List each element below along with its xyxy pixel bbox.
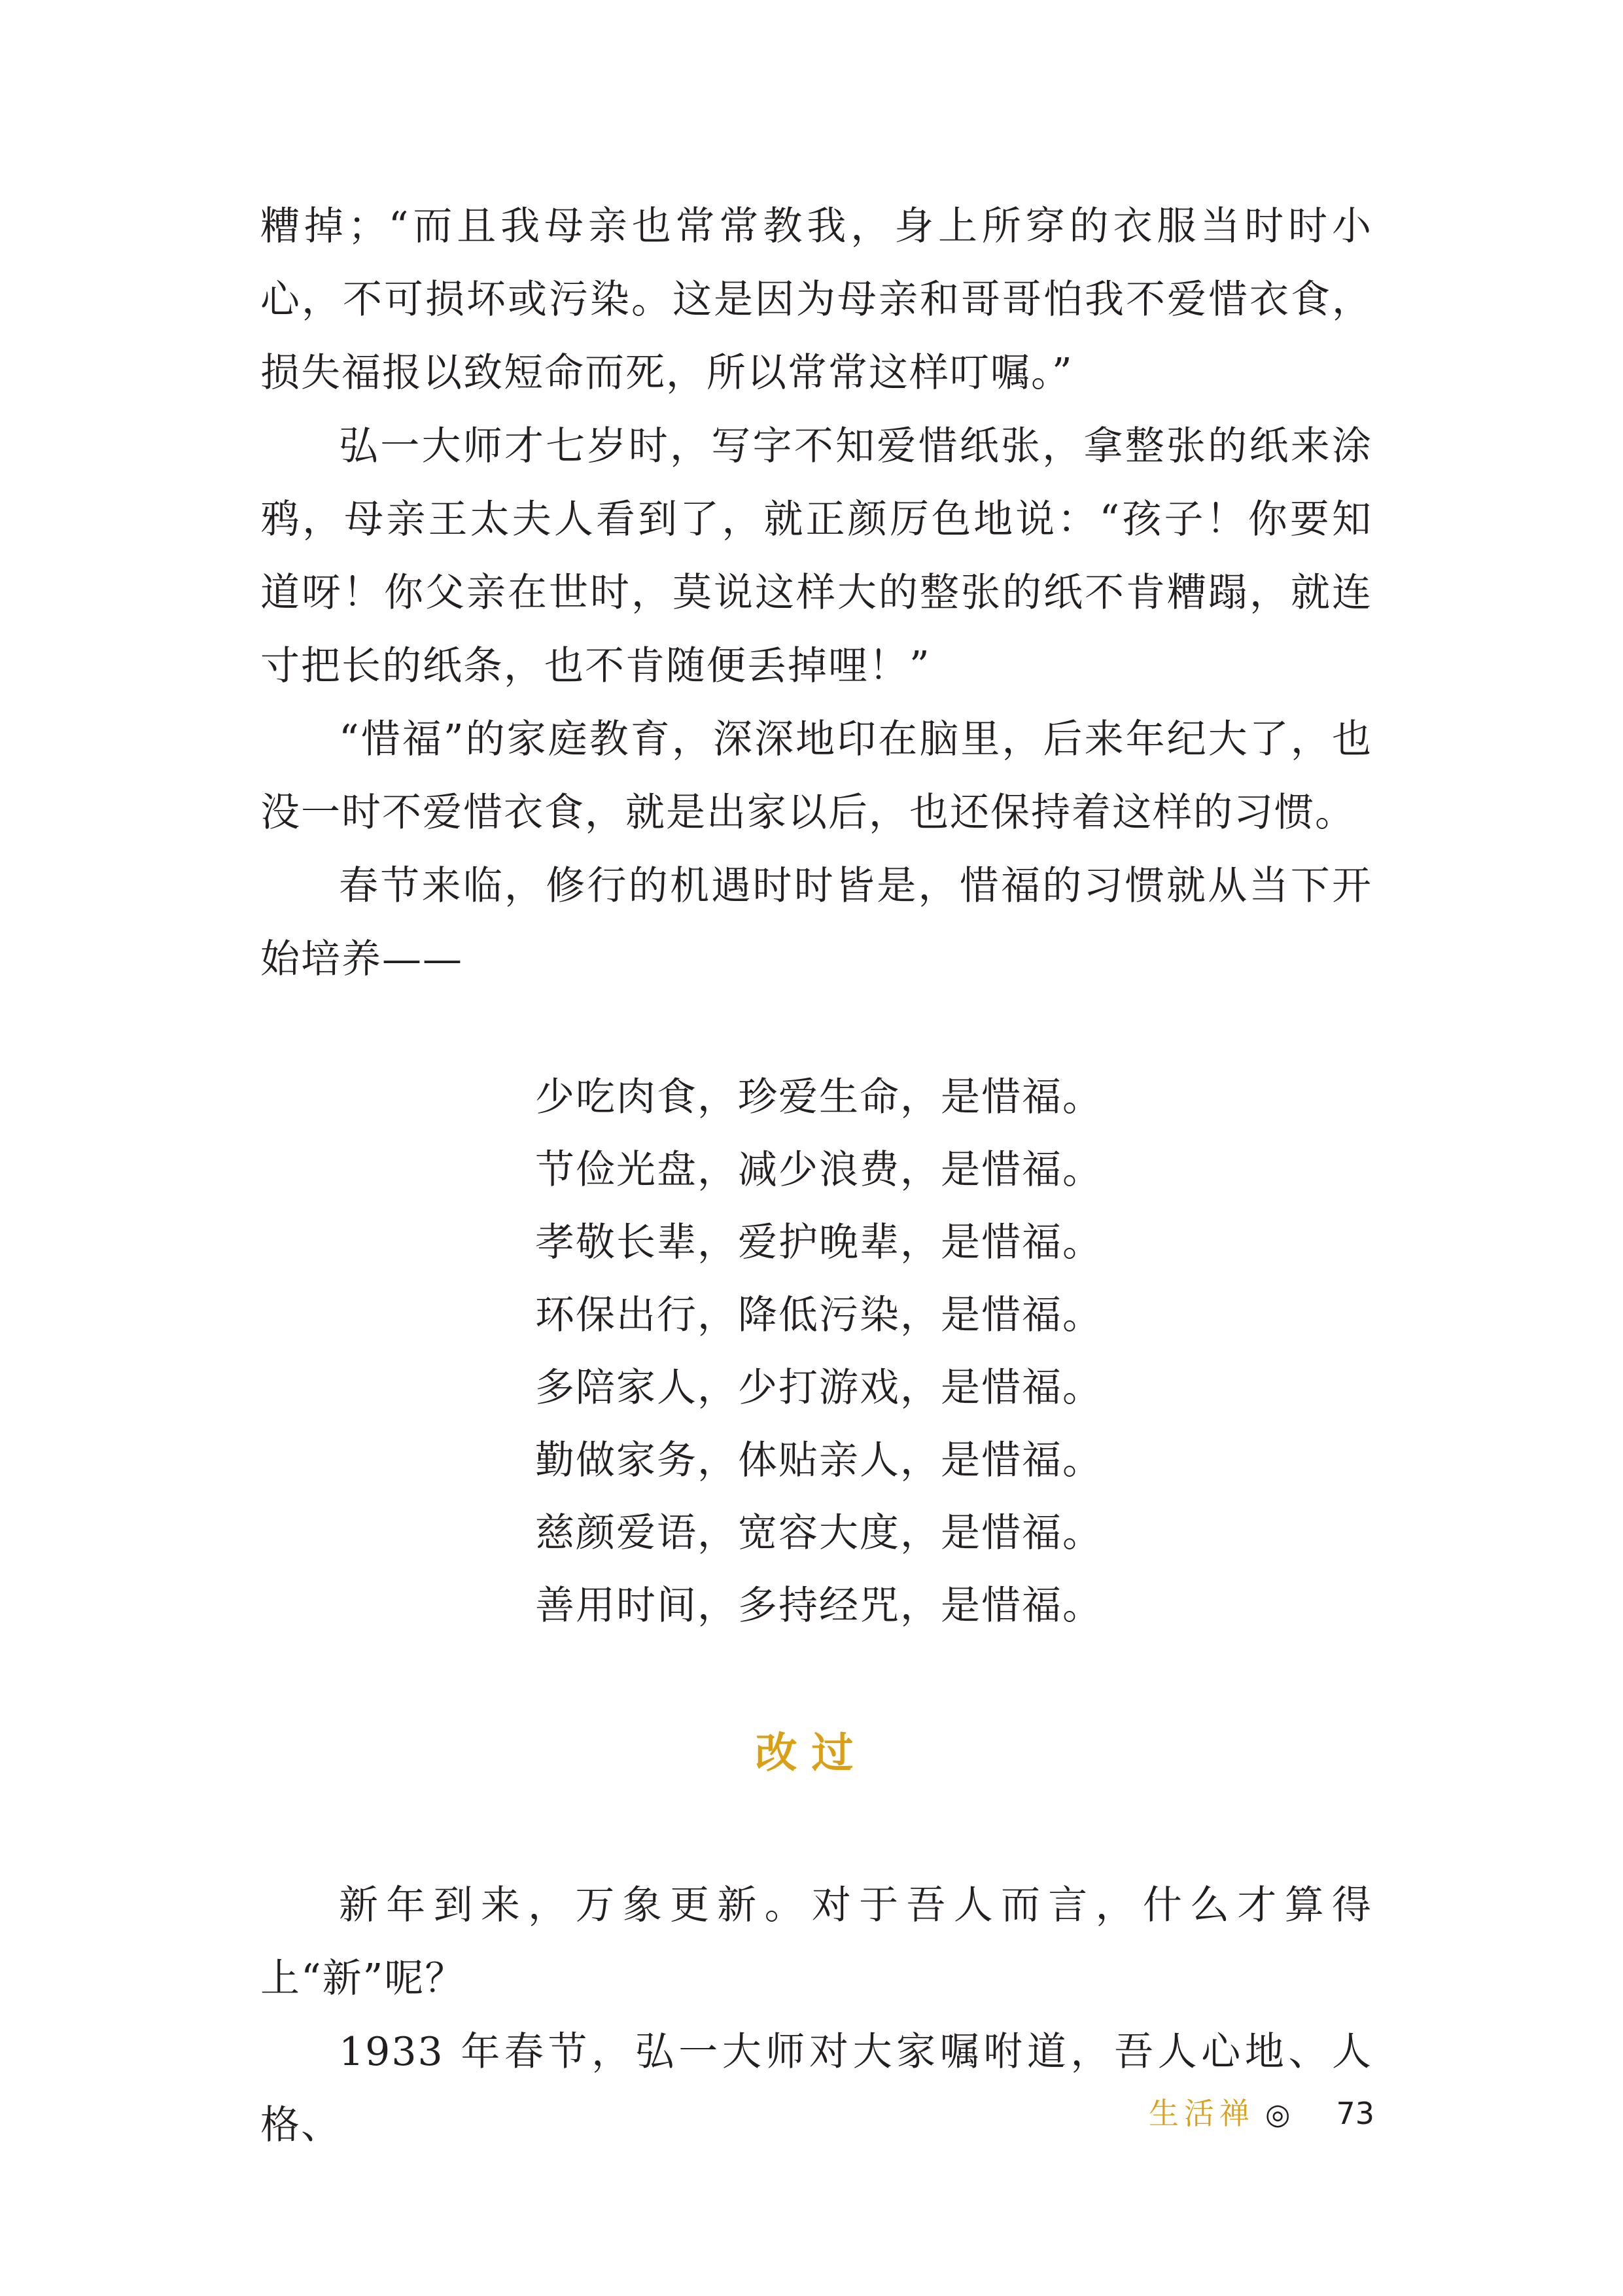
paragraph-6: 1933 年春节，弘一大师对大家嘱咐道，吾人心地、人格、 <box>260 2029 1372 2148</box>
poem-line: 环保出行，降低污染，是惜福。 <box>535 1292 1103 1338</box>
poem-line: 少吃肉食，珍爱生命，是惜福。 <box>535 1074 1103 1120</box>
poem-line: 善用时间，多持经咒，是惜福。 <box>535 1583 1103 1629</box>
footer-ornament-icon: ◎ <box>1265 2098 1291 2131</box>
poem-list <box>535 1061 1103 1642</box>
page-footer <box>1149 2094 1374 2134</box>
paragraph-4: 春节来临，修行的机遇时时皆是，惜福的习惯就从当下开始培养—— <box>260 863 1372 982</box>
page-number: 73 <box>1336 2096 1374 2131</box>
section-title: 改过 <box>755 1729 868 1778</box>
paragraph-2: 弘一大师才七岁时，写字不知爱惜纸张，拿整张的纸来涂鸦，母亲王太夫人看到了，就正颜厉色地说：“孩子！你要知道呀！你父亲在世时，莫说这样大的整张的纸不肯糟蹋，就连寸把长的纸条，也不肯随便丢掉哩！” <box>260 423 1372 689</box>
top-text-block <box>260 190 1372 996</box>
paragraph-1: 糟掉；“而且我母亲也常常教我，身上所穿的衣服当时时小心，不可损坏或污染。这是因为母亲和哥哥怕我不爱惜衣食，损失福报以致短命而死，所以常常这样叮嘱。” <box>260 203 1372 396</box>
poem-line: 孝敬长辈，爱护晚辈，是惜福。 <box>535 1220 1103 1265</box>
poem-line: 慈颜爱语，宽容大度，是惜福。 <box>535 1510 1103 1556</box>
paragraph-3: “惜福”的家庭教育，深深地印在脑里，后来年纪大了，也没一时不爱惜衣食，就是出家以后，也还保持着这样的习惯。 <box>260 716 1372 836</box>
poem-line: 勤做家务，体贴亲人，是惜福。 <box>535 1438 1103 1483</box>
poem-line: 多陪家人，少打游戏，是惜福。 <box>535 1365 1103 1411</box>
footer-book-title: 生活禅 <box>1149 2096 1255 2131</box>
paragraph-5: 新年到来，万象更新。对于吾人而言，什么才算得上“新”呢？ <box>260 1882 1372 2002</box>
poem-line: 节俭光盘，减少浪费，是惜福。 <box>535 1147 1103 1193</box>
